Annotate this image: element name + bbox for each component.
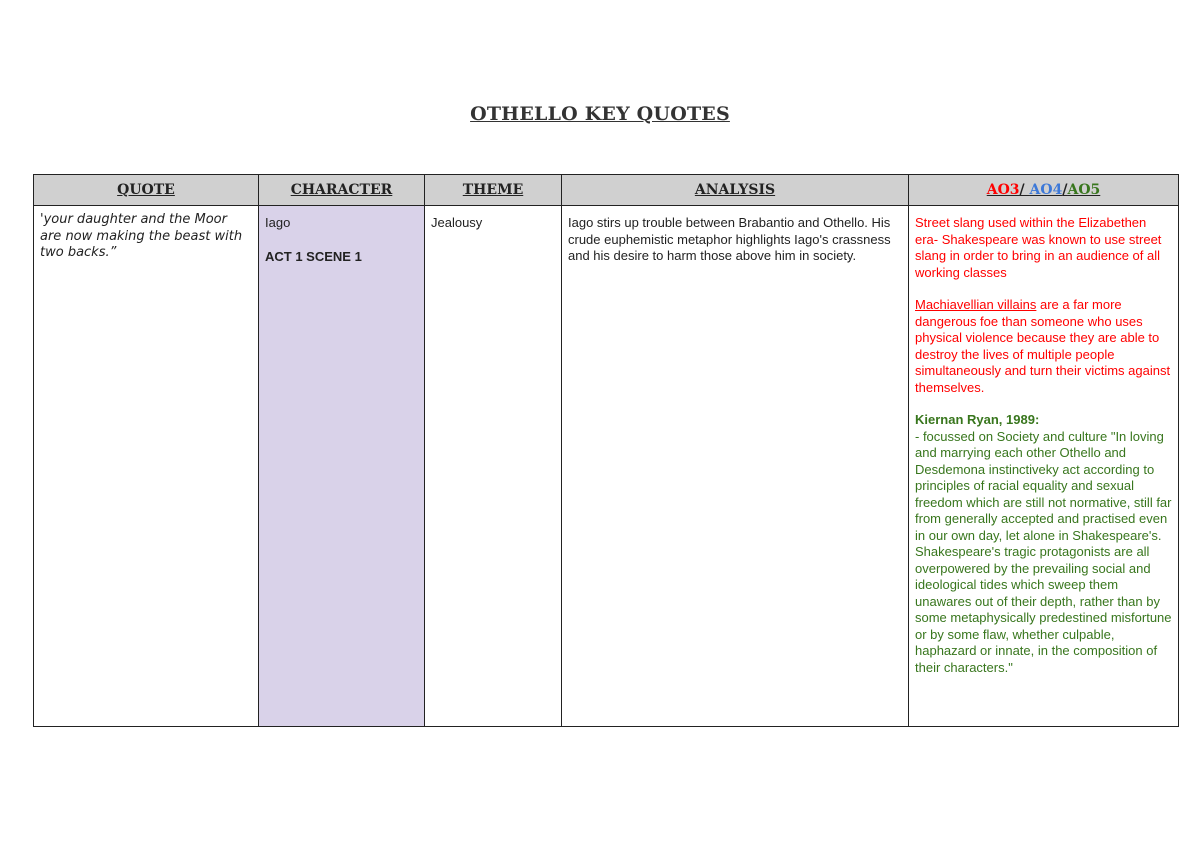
header-character: CHARACTER bbox=[259, 175, 425, 206]
critic-heading: Kiernan Ryan, 1989: bbox=[915, 412, 1040, 427]
header-theme: THEME bbox=[425, 175, 562, 206]
header-ao5: AO5 bbox=[1067, 182, 1101, 198]
machiavellian-term: Machiavellian villains bbox=[915, 297, 1037, 312]
character-cell bbox=[259, 206, 425, 727]
context-note: Street slang used within the Elizabethen era- Shakespeare was known to use street slang in order to bring in an audience of all working classes bbox=[915, 215, 1162, 280]
theme-cell: Jealousy bbox=[425, 206, 562, 727]
table-header-row bbox=[34, 175, 1179, 206]
page-title: OTHELLO KEY QUOTES bbox=[470, 103, 730, 125]
header-quote: QUOTE bbox=[34, 175, 259, 206]
header-ao-separator: / bbox=[1062, 182, 1068, 198]
table-row bbox=[34, 206, 1179, 727]
machiavellian-note bbox=[915, 297, 1172, 396]
critic-quote: - focussed on Society and culture "In loving and marrying each other Othello and Desdemona instinctiveky act according to principles of racial equality and sexual freedom which are still not normative, still far from generally accepted and practised even in our own day, let alone in Shakespeare's. Shakespeare's tragic protagonists are all overpowered by the prevailing social and ideological tides which sweep them unawares out of their depth, rather than by some metaphysically predestined misfortune or by some flaw, whether culpable, haphazard or innate, in the composition of their characters." bbox=[915, 428, 1172, 675]
character-name: Iago bbox=[265, 215, 291, 230]
machiavellian-text: are a far more dangerous foe than someone who uses physical violence because they are able to destroy the lives of multiple people simultaneously and turn their victims against themselves. bbox=[915, 297, 1171, 395]
header-analysis: ANALYSIS bbox=[562, 175, 909, 206]
act-scene-label: ACT 1 SCENE 1 bbox=[265, 248, 362, 264]
assessment-objectives-cell bbox=[909, 206, 1179, 727]
quote-cell: 'your daughter and the Moor are now making the beast with two backs.” bbox=[34, 206, 259, 727]
header-ao4: AO4 bbox=[1029, 182, 1063, 198]
header-ao-separator: / bbox=[1019, 182, 1030, 198]
quotes-table bbox=[33, 174, 1179, 727]
header-ao3: AO3 bbox=[986, 182, 1020, 198]
header-assessment-objectives bbox=[909, 175, 1179, 206]
analysis-cell: Iago stirs up trouble between Brabantio and Othello. His crude euphemistic metaphor highlights Iago's crassness and his desire to harm those above him in society. bbox=[562, 206, 909, 727]
